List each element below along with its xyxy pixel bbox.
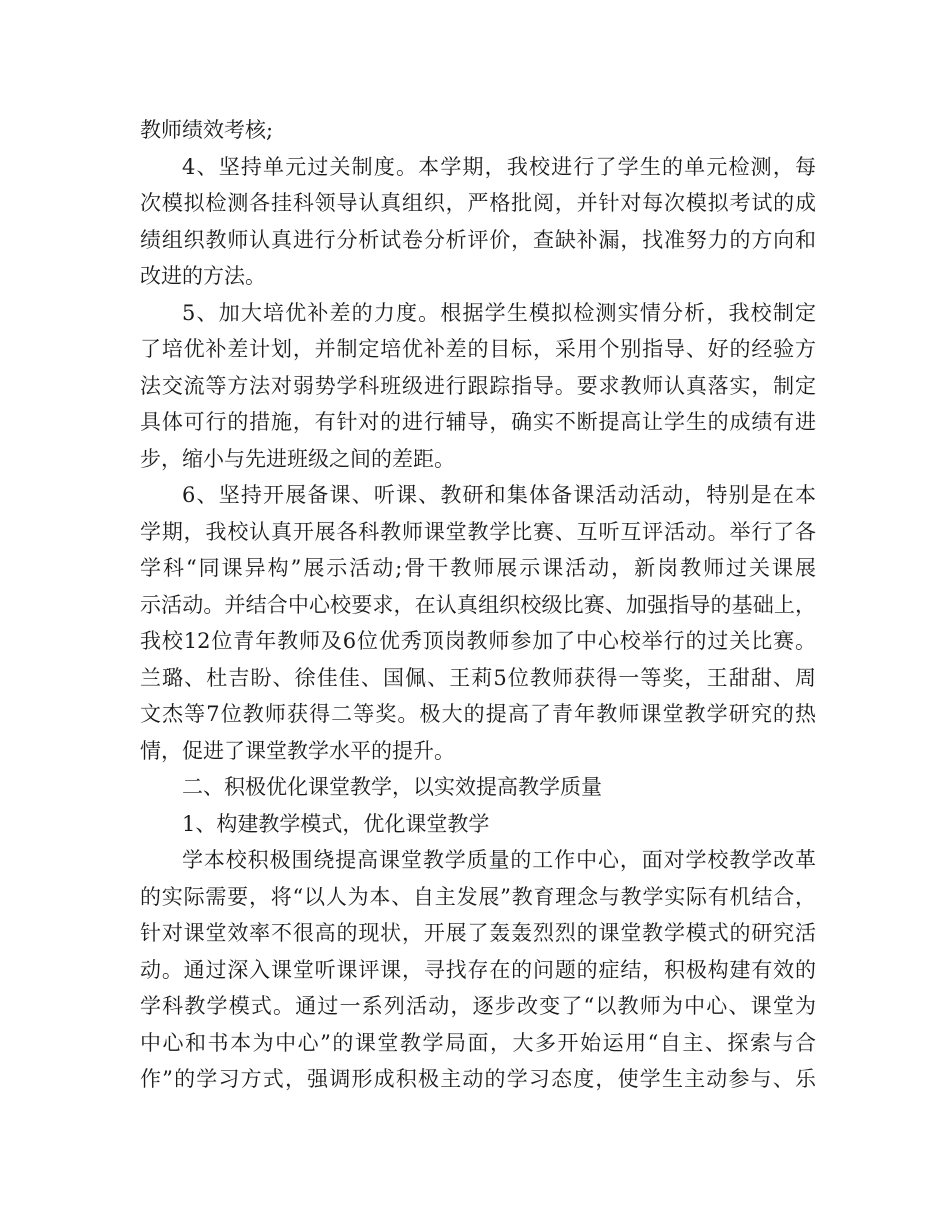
text-line: 中心和书本为中心”的课堂教学局面，大多开始运用“自主、探索与合 [140,1030,816,1055]
text-line: 学本校积极围绕提高课堂教学质量的工作中心，面对学校教学改革 [182,848,816,872]
text-line: 法交流等方法对弱势学科班级进行跟踪指导。要求教师认真落实，制定 [140,373,816,398]
text-line: 文杰等7位教师获得二等奖。极大的提高了青年教师课堂教学研究的热 [140,702,816,726]
text-line: 绩组织教师认真进行分析试卷分析评价，查缺补漏，找准努力的方向和 [140,227,816,252]
text-line: 教师绩效考核; [140,118,274,142]
body-text [140,112,816,1098]
text-line: 针对课堂效率不很高的现状，开展了轰轰烈烈的课堂教学模式的研究活 [140,921,816,945]
text-line: 5、加大培优补差的力度。根据学生模拟检测实情分析，我校制定 [182,300,816,325]
text-line: 学科“同课异构”展示活动;骨干教师展示课活动，新岗教师过关课展 [140,556,816,580]
text-line: 我校12位青年教师及6位优秀顶岗教师参加了中心校举行的过关比赛。 [140,629,816,653]
text-line: 兰璐、杜吉盼、徐佳佳、国佩、王莉5位教师获得一等奖，王甜甜、周 [140,665,816,690]
text-line: 次模拟检测各挂科领导认真组织，严格批阅，并针对每次模拟考试的成 [140,191,816,215]
text-line: 示活动。并结合中心校要求，在认真组织校级比赛、加强指导的基础上， [140,592,816,617]
subsection-heading: 1、构建教学模式，优化课堂教学 [182,811,490,836]
text-line: 步，缩小与先进班级之间的差距。 [140,446,455,471]
text-line: 动。通过深入课堂听课评课，寻找存在的问题的症结，积极构建有效的 [140,957,816,982]
text-line: 学科教学模式。通过一系列活动，逐步改变了“以教师为中心、课堂为 [140,994,816,1018]
text-line: 了培优补差计划，并制定培优补差的目标，采用个别指导、好的经验方 [140,337,816,361]
text-line: 具体可行的措施，有针对的进行辅导，确实不断提高让学生的成绩有进 [140,410,816,434]
text-line: 改进的方法。 [140,264,266,288]
text-line: 作”的学习方式，强调形成积极主动的学习态度，使学生主动参与、乐 [140,1067,816,1091]
text-line: 学期，我校认真开展各科教师课堂教学比赛、互听互评活动。举行了各 [140,519,816,544]
text-line: 的实际需要，将“以人为本、自主发展”教育理念与教学实际有机结合， [140,884,816,909]
text-line: 4、坚持单元过关制度。本学期，我校进行了学生的单元检测，每 [182,154,816,179]
text-line: 6、坚持开展备课、听课、教研和集体备课活动活动，特别是在本 [182,483,816,507]
text-line: 情，促进了课堂教学水平的提升。 [140,738,455,763]
section-heading: 二、积极优化课堂教学，以实效提高教学质量 [182,775,602,799]
